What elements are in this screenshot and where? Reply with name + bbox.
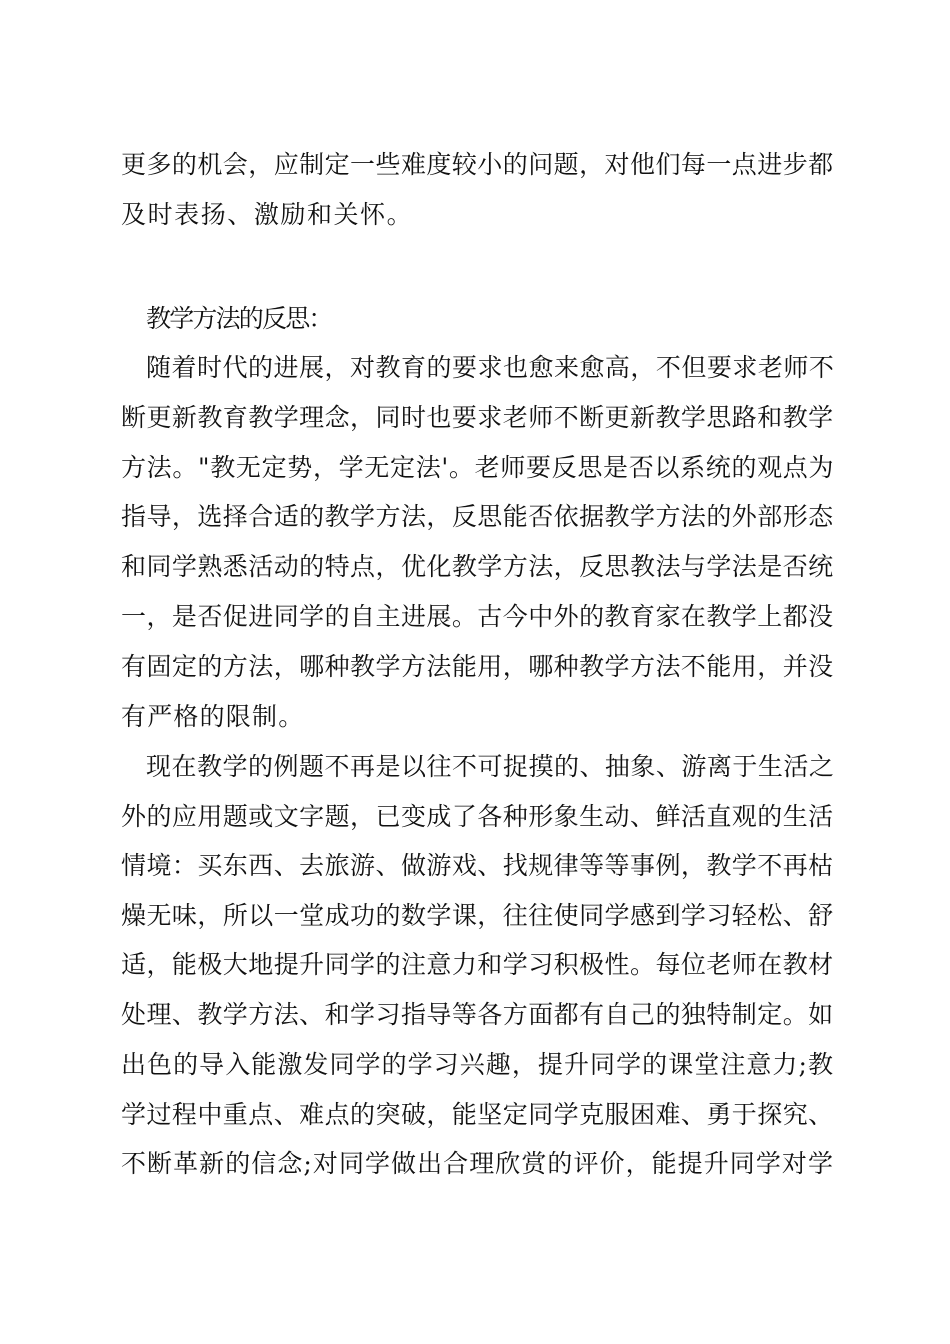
text-line: 处理、教学方法、和学习指导等各方面都有自己的独特制定。如 bbox=[121, 1000, 834, 1029]
text-line: 指导，选择合适的教学方法，反思能否依据教学方法的外部形态 bbox=[121, 502, 834, 531]
text-line: 现在教学的例题不再是以往不可捉摸的、抽象、游离于生活之 bbox=[146, 752, 835, 781]
text-line: 燥无味，所以一堂成功的数学课，往往使同学感到学习轻松、舒 bbox=[121, 901, 834, 930]
text-line: 学过程中重点、难点的突破，能坚定同学克服困难、勇于探究、 bbox=[121, 1100, 834, 1129]
text-line: 情境：买东西、去旅游、做游戏、找规律等等事例，教学不再枯 bbox=[121, 851, 834, 880]
text-line: 随着时代的进展，对教育的要求也愈来愈高，不但要求老师不 bbox=[146, 353, 835, 382]
text-line: 有固定的方法，哪种教学方法能用，哪种教学方法不能用，并没 bbox=[121, 652, 834, 681]
text-line: 更多的机会，应制定一些难度较小的问题，对他们每一点进步都 bbox=[121, 150, 834, 179]
text-line: 方法。"教无定势，学无定法'。老师要反思是否以系统的观点为 bbox=[121, 453, 835, 482]
text-line: 适，能极大地提升同学的注意力和学习积极性。每位老师在教材 bbox=[121, 950, 834, 979]
text-line: 一，是否促进同学的自主进展。古今中外的教育家在教学上都没 bbox=[121, 602, 834, 631]
text-line: 有严格的限制。 bbox=[121, 702, 305, 731]
text-line: 及时表扬、激励和关怀。 bbox=[121, 200, 414, 229]
section-heading: 教学方法的反思： bbox=[146, 304, 332, 333]
text-line: 外的应用题或文字题，已变成了各种形象生动、鲜活直观的生活 bbox=[121, 802, 834, 831]
text-line: 出色的导入能激发同学的学习兴趣，提升同学的课堂注意力;教 bbox=[121, 1050, 835, 1079]
text-line: 不断革新的信念;对同学做出合理欣赏的评价，能提升同学对学 bbox=[121, 1149, 835, 1178]
text-line: 断更新教育教学理念，同时也要求老师不断更新教学思路和教学 bbox=[121, 403, 834, 432]
text-line: 和同学熟悉活动的特点，优化教学方法，反思教法与学法是否统 bbox=[121, 552, 834, 581]
